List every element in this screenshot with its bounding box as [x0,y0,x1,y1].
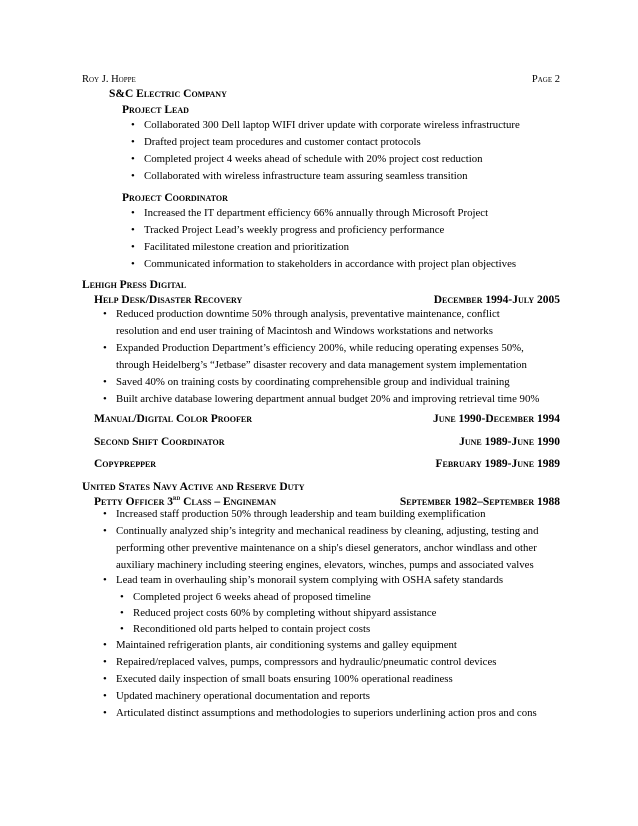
bullet-icon: • [103,639,107,651]
bullet-icon: • [131,224,135,236]
bullet-icon: • [120,623,124,635]
bullet-icon: • [131,170,135,182]
bullet-icon: • [103,376,107,388]
dates-help-desk: December 1994-July 2005 [433,294,560,306]
bullet-icon: • [131,207,135,219]
bullet-icon: • [103,574,107,586]
bullet-icon: • [103,707,107,719]
bullet-icon: • [103,690,107,702]
bullet-icon: • [131,119,135,131]
bullet-icon: • [120,591,124,603]
bullet-icon: • [103,342,107,354]
bullet-icon: • [103,673,107,685]
company-sc-electric: S&C Electric Company [109,88,227,100]
title-petty-officer: Petty Officer 3rd Class – Engineman [94,494,276,508]
dates-second-shift: June 1989-June 1990 [459,436,560,448]
company-lehigh-press: Lehigh Press Digital [82,279,187,291]
bullet-icon: • [103,525,107,537]
header-name: Roy J. Hoppe [82,74,136,85]
dates-copyprepper: February 1989-June 1989 [435,458,560,470]
bullet-icon: • [103,656,107,668]
bullet-icon: • [131,241,135,253]
bullet-icon: • [103,308,107,320]
company-us-navy: United States Navy Active and Reserve Duty [82,481,305,493]
title-project-lead: Project Lead [122,104,189,116]
bullet-icon: • [103,508,107,520]
title-project-coordinator: Project Coordinator [122,192,228,204]
dates-navy: September 1982–September 1988 [399,496,560,508]
title-help-desk: Help Desk/Disaster Recovery [94,294,243,306]
bullet-icon: • [120,607,124,619]
resume-page-2: Roy J. Hoppe Page 2 S&C Electric Company Project Lead • Collaborated 300 Dell laptop WIFI driver update with corporate wireless infrastructure • Drafted project team procedures and customer contact protocols • Completed project 4 weeks ahead of schedule with 20% project cost reduction • Collaborated with wireless infrastructure team assuring seamless transition Project Coordinator • Increased the IT department efficiency 66% annually through Microsoft Project • Tracked Project Lead’s weekly progress and proficiency performance • Facilitated milestone creation and prioritization • Communicated information to stakeholders in accordance with project plan objectives Lehigh Press Digital Help Desk/Disaster Recovery December 1994-July 2005 • Reduced production downtime 50% through analysis, preventative maintenance, conflict resolution and end user training of Macintosh and Windows workstations and networks • Expanded Production Department’s efficiency 200%, while reducing operating expenses 50%, through Heidelberg’s “Jetbase” disaster recovery and data management system implementation • Saved 40% on training costs by coordinating comprehensible group and individual training • Built archive database lowering department annual budget 20% and improving retrieval time 90% Manual/Digital Color Proofer June 1990-December 1994 Second Shift Coordinator June 1989-June 1990 Copyprepper February 1989-June 1989 United States Navy Active and Reserve Duty Petty Officer 3rd Class – Engineman September 1982–September 1988 • Increased staff production 50% through leadership and team building exemplification • Continually analyzed ship’s integrity and mechanical readiness by cleaning, adjusting, testing and performing other preventive maintenance on a ship's diesel generators, anchor windlass and other auxiliary machinery including steering engines, elevators, winches, pumps and associated valves • Lead team in overhauling ship’s monorail system complying with OSHA safety standards • Completed project 6 weeks ahead of proposed timeline • Reduced project costs 60% by completing without shipyard assistance • Reconditioned old parts helped to contain project costs • Maintained refrigeration plants, air conditioning systems and galley equipment • Repaired/replaced valves, pumps, compressors and hydraulic/pneumatic control devices • Executed daily inspection of small boats ensuring 100% operational readiness • Updated machinery operational documentation and reports • Articulated distinct assumptions and methodologies to superiors underlining action pros and cons [0,0,638,826]
header-page-number: Page 2 [531,74,560,85]
title-copyprepper: Copyprepper [94,458,157,470]
title-second-shift: Second Shift Coordinator [94,436,225,448]
bullet-icon: • [131,136,135,148]
title-color-proofer: Manual/Digital Color Proofer [94,413,252,425]
bullet-icon: • [131,153,135,165]
bullet-icon: • [103,393,107,405]
dates-color-proofer: June 1990-December 1994 [433,413,560,425]
bullet-icon: • [131,258,135,270]
